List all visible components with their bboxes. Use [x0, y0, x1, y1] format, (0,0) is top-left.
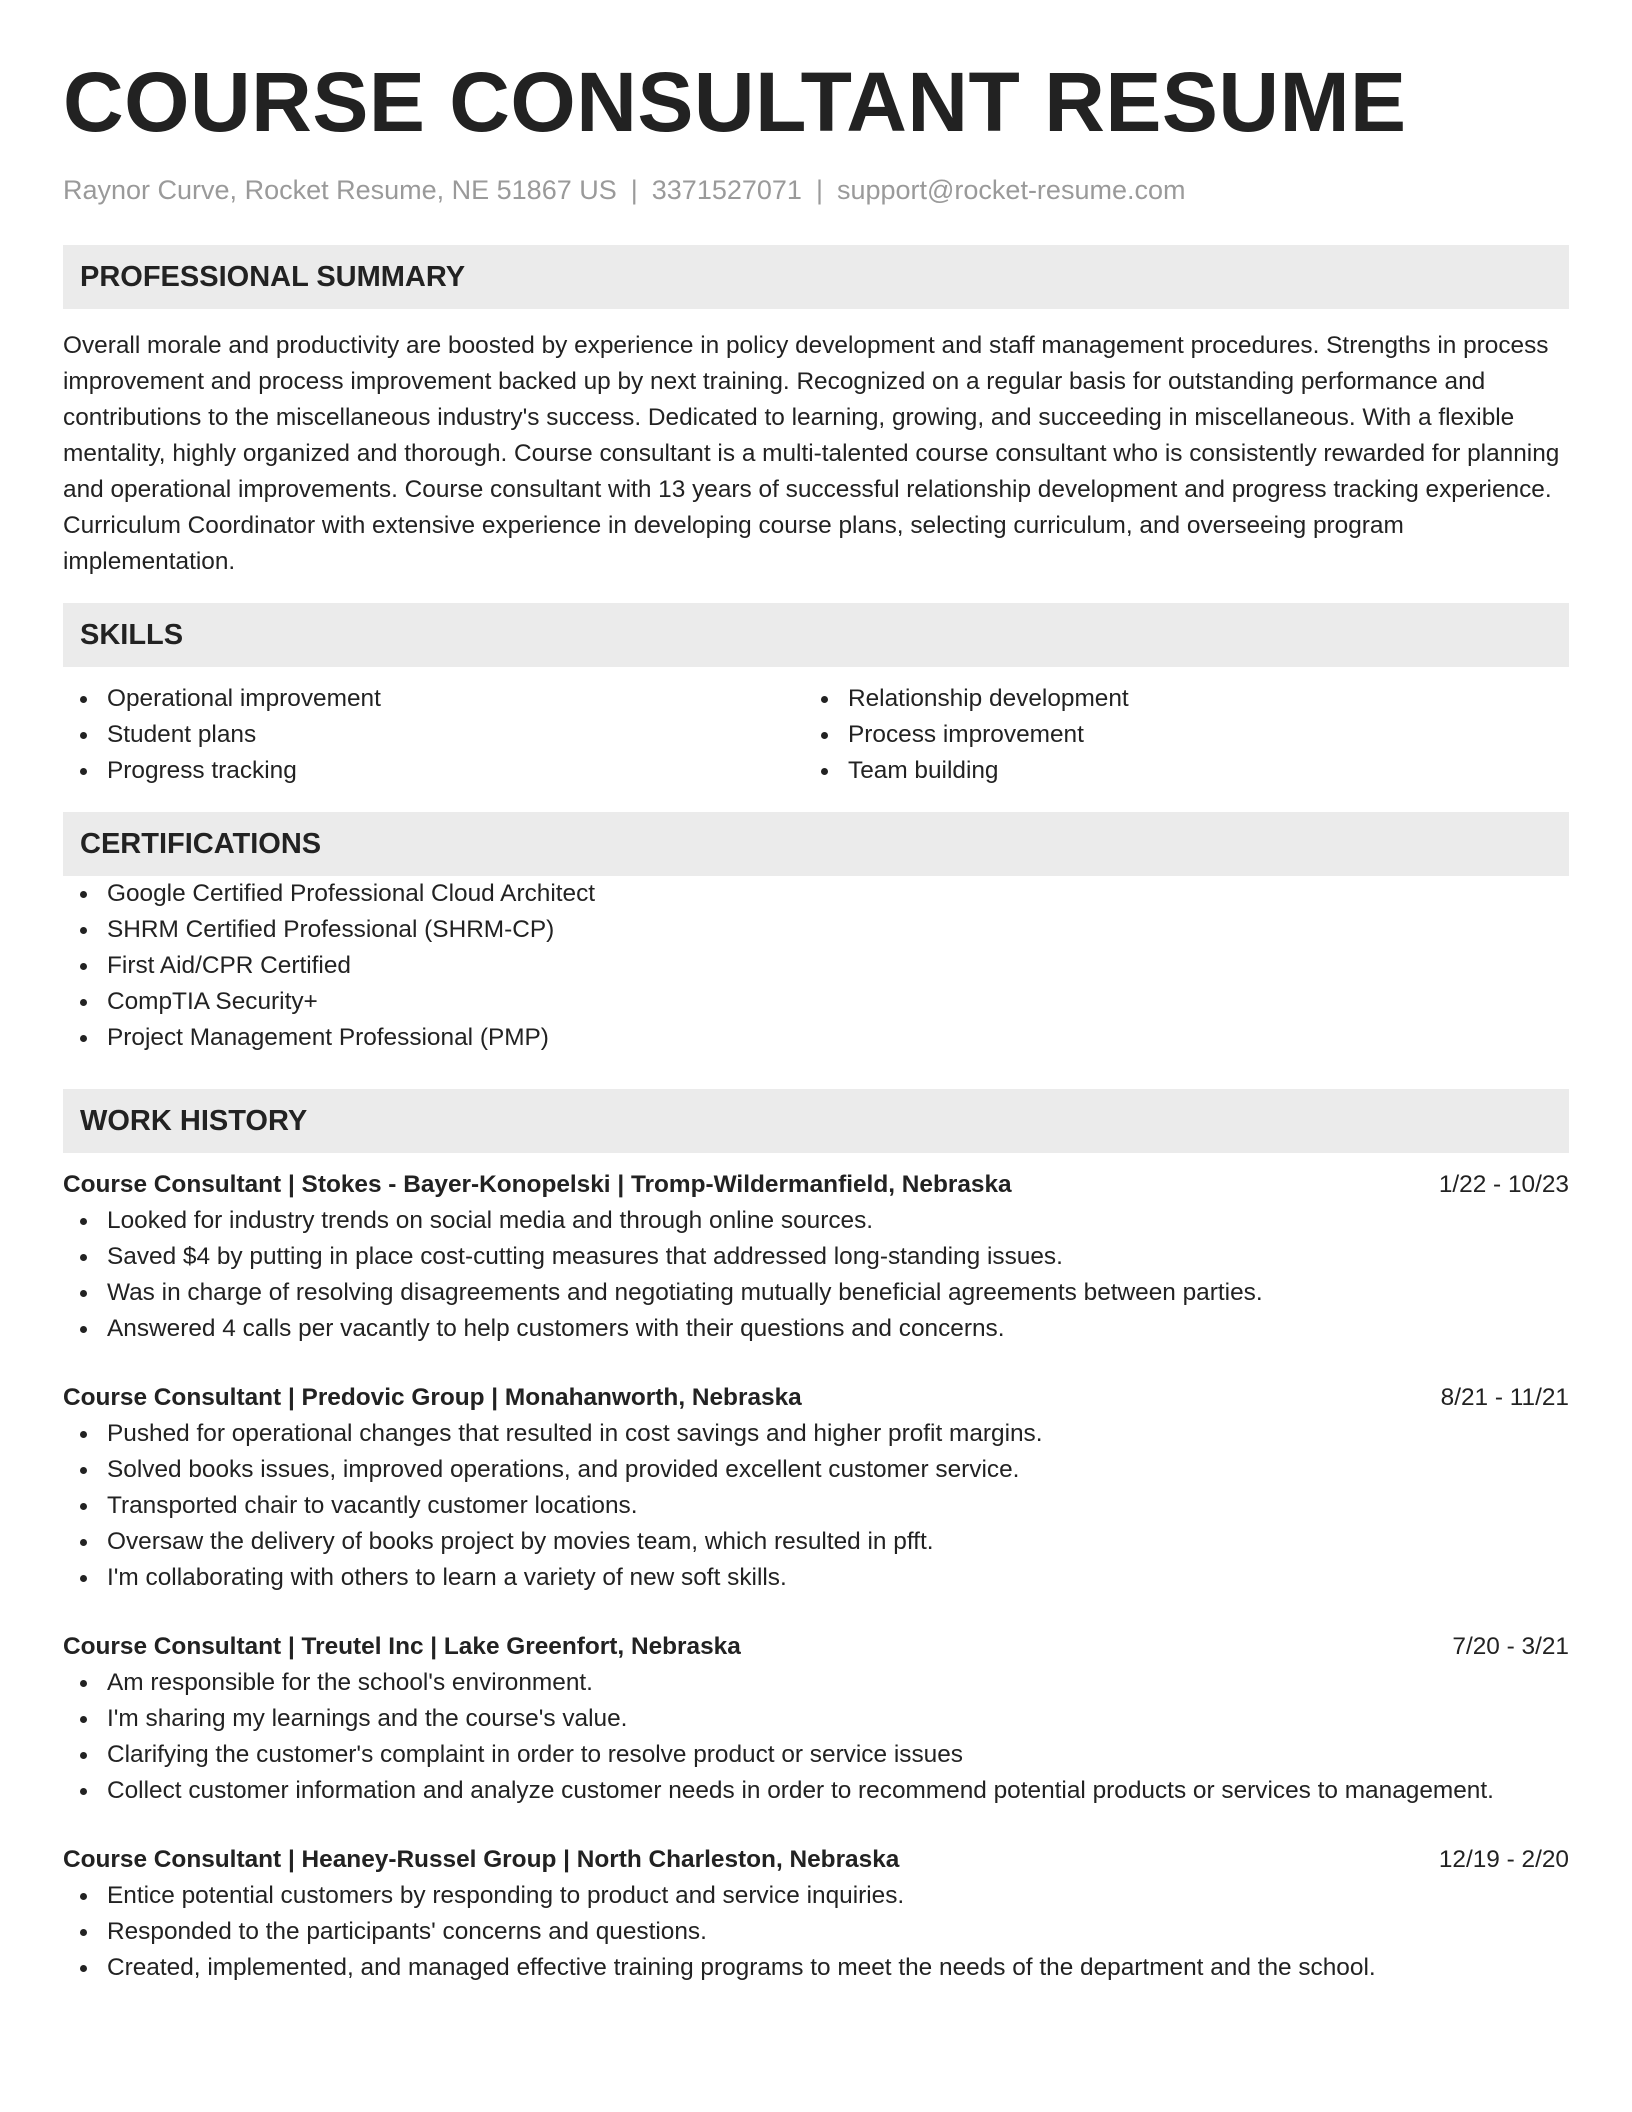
summary-text: Overall morale and productivity are boosted by experience in policy development and staff management procedures. Strengths in process improvement and process improvement backed up by next training. Recognized on a regular basis for outstanding performance and contributions to the miscellaneous industry's success. Dedicated to learning, growing, and succeeding in miscellaneous. With a flexible mentality, highly organized and thorough. Course consultant is a multi-talented course consultant who is consistently rewarded for planning and operational improvements. Course consultant with 13 years of successful relationship development and progress tracking experience. Curriculum Coordinator with extensive experience in developing course plans, selecting curriculum, and overseeing program implementation. [63, 332, 1560, 575]
job-header [63, 1842, 1569, 1878]
certification-item: Project Management Professional (PMP) [63, 1020, 1569, 1056]
job-duty: Saved $4 by putting in place cost-cutting measures that addressed long-standing issues. [63, 1239, 1569, 1275]
certification-item: CompTIA Security+ [63, 984, 1569, 1020]
contact-separator: | [815, 175, 823, 205]
contact-address: Raynor Curve, Rocket Resume, NE 51867 US [63, 175, 617, 205]
job-duty: Responded to the participants' concerns and questions. [63, 1914, 1569, 1950]
certification-item: First Aid/CPR Certified [63, 948, 1569, 984]
summary-heading: PROFESSIONAL SUMMARY [63, 245, 1569, 309]
job-dates: 1/22 - 10/23 [1438, 1171, 1569, 1198]
summary-section [63, 245, 1569, 580]
job-header [63, 1629, 1569, 1665]
job-duty: Clarifying the customer's complaint in order to resolve product or service issues [63, 1737, 1569, 1773]
contact-separator: | [630, 175, 638, 205]
job-duty: Entice potential customers by responding to product and service inquiries. [63, 1878, 1569, 1914]
job-duties [63, 1416, 1569, 1596]
skill-item: Operational improvement [63, 681, 804, 717]
job-duty: Created, implemented, and managed effective training programs to meet the needs of the department and the school. [63, 1950, 1569, 1986]
job-duty: Transported chair to vacantly customer locations. [63, 1488, 1569, 1524]
job-duty: I'm sharing my learnings and the course's value. [63, 1701, 1569, 1737]
skill-item: Student plans [63, 717, 804, 753]
certifications-section [63, 812, 1569, 1056]
job-entry [63, 1629, 1569, 1809]
skills-list-right [804, 681, 1545, 789]
job-duty: Looked for industry trends on social media and through online sources. [63, 1203, 1569, 1239]
job-duty: Solved books issues, improved operations, and provided excellent customer service. [63, 1452, 1569, 1488]
job-title: Course Consultant | Predovic Group | Monahanworth, Nebraska [63, 1384, 802, 1411]
job-duties [63, 1203, 1569, 1347]
contact-phone: 3371527071 [651, 175, 802, 205]
certifications-heading: CERTIFICATIONS [63, 812, 1569, 876]
contact-email: support@rocket-resume.com [836, 175, 1186, 205]
job-duty: Pushed for operational changes that resulted in cost savings and higher profit margins. [63, 1416, 1569, 1452]
job-duty: Am responsible for the school's environment. [63, 1665, 1569, 1701]
skills-grid [63, 681, 1569, 789]
certification-item: Google Certified Professional Cloud Architect [63, 876, 1569, 912]
job-header [63, 1380, 1569, 1416]
job-dates: 12/19 - 2/20 [1438, 1846, 1569, 1873]
skill-item: Process improvement [804, 717, 1545, 753]
skills-heading: SKILLS [63, 603, 1569, 667]
job-title: Course Consultant | Heaney-Russel Group | North Charleston, Nebraska [63, 1846, 900, 1873]
job-title: Course Consultant | Treutel Inc | Lake Greenfort, Nebraska [63, 1633, 741, 1660]
job-dates: 8/21 - 11/21 [1440, 1384, 1569, 1411]
job-duties [63, 1665, 1569, 1809]
job-entry [63, 1842, 1569, 1986]
job-duty: Collect customer information and analyze customer needs in order to recommend potential products or services to management. [63, 1773, 1569, 1809]
job-title: Course Consultant | Stokes - Bayer-Konopelski | Tromp-Wildermanfield, Nebraska [63, 1171, 1012, 1198]
job-entry [63, 1167, 1569, 1347]
job-duty: Oversaw the delivery of books project by movies team, which resulted in pfft. [63, 1524, 1569, 1560]
job-duty: Answered 4 calls per vacantly to help customers with their questions and concerns. [63, 1311, 1569, 1347]
job-dates: 7/20 - 3/21 [1452, 1633, 1569, 1660]
job-duties [63, 1878, 1569, 1986]
certification-item: SHRM Certified Professional (SHRM-CP) [63, 912, 1569, 948]
work-history-heading: WORK HISTORY [63, 1089, 1569, 1153]
resume-title: COURSE CONSULTANT RESUME [63, 55, 1407, 149]
certifications-list [63, 876, 1569, 1056]
skills-section [63, 603, 1569, 789]
job-duty: Was in charge of resolving disagreements and negotiating mutually beneficial agreements between parties. [63, 1275, 1569, 1311]
work-history-section [63, 1089, 1569, 1986]
skill-item: Progress tracking [63, 753, 804, 789]
skill-item: Relationship development [804, 681, 1545, 717]
skills-list-left [63, 681, 804, 789]
job-header [63, 1167, 1569, 1203]
job-duty: I'm collaborating with others to learn a variety of new soft skills. [63, 1560, 1569, 1596]
contact-line [63, 172, 1569, 208]
skill-item: Team building [804, 753, 1545, 789]
job-entry [63, 1380, 1569, 1596]
